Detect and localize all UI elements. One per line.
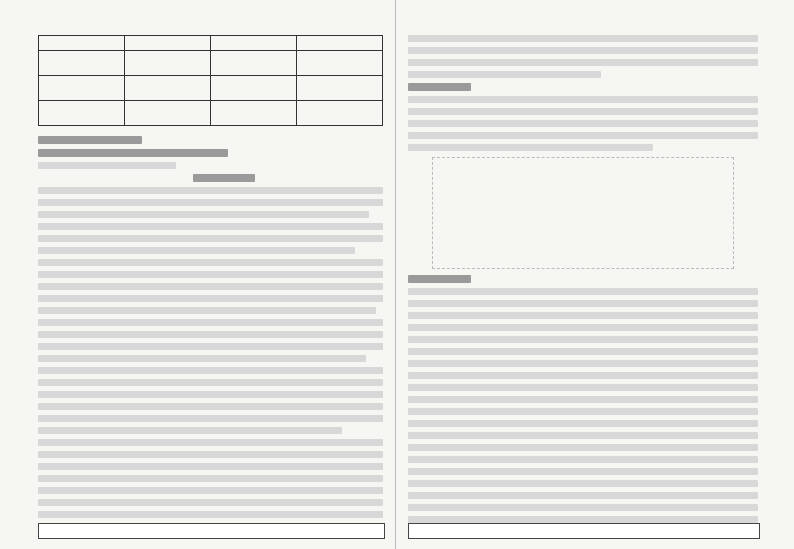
section-heading: [38, 136, 142, 144]
pie-chart: [432, 157, 734, 269]
left-page: [38, 35, 383, 535]
poetry-table: [38, 35, 383, 126]
subsection-heading: [38, 149, 228, 157]
material-heading: [408, 83, 471, 91]
article-title: [193, 174, 255, 182]
material-heading: [408, 275, 471, 283]
right-page: [408, 35, 758, 540]
footer-right: [408, 523, 760, 539]
footer-left: [38, 523, 385, 539]
fold-line: [395, 0, 396, 549]
